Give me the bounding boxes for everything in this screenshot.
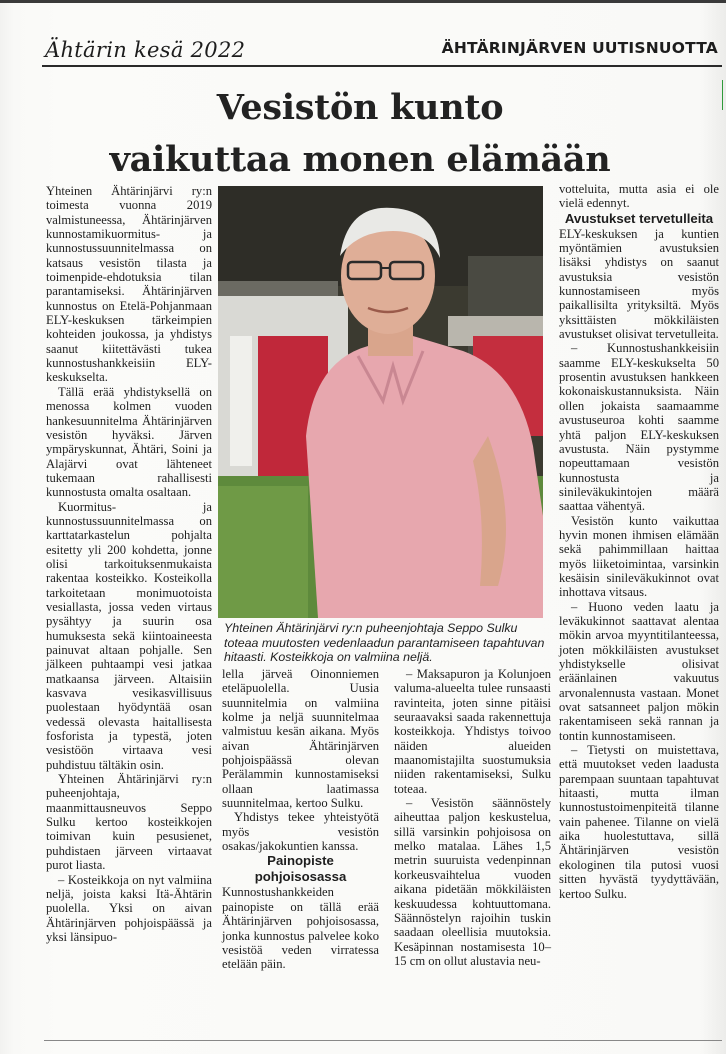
- paragraph: Kuormitus- ja kunnostussuunnitelmassa on karttatarkastelun pohjalta esitetty yli 200 kohdetta, jonne olisi tarkoituksenmukaista rakentaa kosteikko. Kosteikolla tarkoitetaan monimuotoista vesiallasta, jossa veden virtaus pysähtyy ja suurin osa humuksesta sekä kiintoaineesta painuvat altaan pohjalle. Sen jälkeen puhtaampi vesi jatkaa matkaansa järveen. Altaisiin kasvava vesikasvillisuus puolestaan hyödyntää osan vedessä olevasta haitallisesta fosforista ja typestä, joten vesistöön virtaava vesi puhdistuu tältäkin osin.: [46, 499, 212, 772]
- publication-name: ÄHTÄRINJÄRVEN UUTISNUOTTA: [441, 39, 718, 57]
- paragraph: Kunnostushankkeiden painopiste on tällä erää Ähtärinjärven pohjoisosassa, jonka kunnostus palvelee koko vesistöä veden virratessa etelään päin.: [222, 885, 379, 972]
- portrait-photo: [218, 186, 543, 618]
- paragraph: – Huono veden laatu ja leväkukinnot saattavat alentaa mökin arvoa myyntitilanteessa, joten mökkiläisten avustukset yhdistykselle olisivat eräänlainen vakuutus arvonalennusta vastaan. Monet ovat satsanneet paljon mökin rakentamiseen sekä rannan ja tontin kunnostamiseen.: [559, 599, 719, 743]
- headline-line-2: vaikuttaa monen elämään: [109, 139, 611, 180]
- paragraph: – Kosteikkoja on nyt valmiina neljä, joista kaksi Itä-Ähtärin puolella. Yksi on aivan Ähtärinjärven pohjoispäässä ja yksi länsipuo-: [46, 872, 212, 944]
- subheading: Painopiste pohjoisosassa: [254, 853, 347, 885]
- paragraph: Yhdistys tekee yhteistyötä myös vesistön osakas/jakokuntien kanssa.: [222, 810, 379, 854]
- article-column-3: [394, 667, 551, 968]
- portrait-image: [218, 186, 543, 618]
- paragraph: – Tietysti on muistettava, että muutokset veden laadusta parempaan suuntaan tapahtuvat hitaasti, mutta ilman kunnostustoimenpiteitä tilanne vain pahenee. Tilanne on vielä aika huolestuttava, sillä Ähtärinjärven vesistön ekologinen tila putosi vuosi sitten hyvästä tyydyttävään, kertoo Sulku.: [559, 743, 719, 901]
- paragraph: Yhteinen Ähtärinjärvi ry:n puheenjohtaja, maanmittausneuvos Seppo Sulku kertoo kosteikkojen toimivan kuin pesusienet, puhdistaen järveen virtaavat purot liasta.: [46, 772, 212, 873]
- photo-caption: Yhteinen Ähtärinjärvi ry:n puheenjohtaja Seppo Sulku toteaa muutosten vedenlaadun parantamiseen tapahtuvan hitaasti. Kosteikkoja on valmiina neljä.: [224, 621, 545, 665]
- paragraph: – Vesistön säännöstely aiheuttaa paljon keskustelua, sillä varsinkin pohjoisosa on melko matalaa. Lähes 1,5 metrin suuruista vedenpinnan korkeusvaihtelua vuoden aikana pidetään mökkiläisten keskuudessa kohtuuttomana. Säännöstelyn rajoihin tuskin saadaan oleellisia muutoksia. Kesäpinnan nostamisesta 10–15 cm on ollut alustavia neu-: [394, 796, 551, 968]
- paragraph: – Maksapuron ja Kolunjoen valuma-alueelta tulee runsaasti ravinteita, joten sinne pitäisi seuraavaksi saada rakennettuja kosteikkoja. Yhdistys toivoo näiden alueiden maanomistajilta suostumuksia niiden rakentamiseksi, Sulku toteaa.: [394, 667, 551, 796]
- article-column-4: [559, 182, 719, 901]
- paragraph: lella järveä Oinonniemen eteläpuolella. Uusia suunnitelmia on valmiina kolme ja neljä suunnitelmaa valmistuu kesän aikana. Myös aivan Ähtärinjärven pohjoispäässä olevan Perälammin kunnostamiseksi ollaan laatimassa suunnitelmaa, kertoo Sulku.: [222, 667, 379, 811]
- header-rule: [42, 65, 722, 67]
- paragraph: Vesistön kunto vaikuttaa hyvin monen ihmisen elämään sekä pahimmillaan haittaa myös liiketoimintaa, varsinkin kesäisin sinileväkukinnot ovat inhottava vitsaus.: [559, 513, 719, 600]
- paragraph: votteluita, mutta asia ei ole vielä edennyt.: [559, 182, 719, 211]
- top-border: [0, 0, 726, 3]
- margin-mark: [722, 80, 723, 110]
- article-column-1: [46, 184, 212, 944]
- paragraph: – Kunnostushankkeisiin saamme ELY-keskukselta 50 prosentin avustuksen hankkeen kokonaiskustannuksista. Näin ollen jokaista saamaamme avustuseuroa kohti saamme yhtä paljon ELY-keskuksen avustusta. Näin pystymme nopeuttamaan vesistön kunnostusta ja sinileväkukintojen määrä saattaa vähentyä.: [559, 341, 719, 514]
- bottom-rule: [44, 1040, 722, 1041]
- paragraph: Tällä erää yhdistyksellä on menossa kolmen vuoden hankesuunnitelma Ähtärinjärven vesistön hyväksi. Järven ympäryskunnat, Ähtäri, Soini ja Alajärvi ovat lähteneet tukemaan rahallisesti kunnostusta omalta osaltaan.: [46, 384, 212, 500]
- subheading: Avustukset tervetulleita: [564, 210, 714, 226]
- paragraph: Yhteinen Ähtärinjärvi ry:n toimesta vuonna 2019 valmistuneessa, Ähtärinjärven kunnostamikuormitus- ja kunnostussuunnitelmassa on katsaus vesistön tilasta ja toimenpide-ehdotuksia tilan parantamiseksi. Ähtärinjärven kunnostus on Etelä-Pohjanmaan ELY-keskuksen tärkeimpien kohteiden joukossa, ja yhdistys saanut kiitettävästi tukea kunnostushankkeisiin ELY-keskukselta.: [46, 184, 212, 385]
- article-column-2: [222, 667, 379, 972]
- paragraph: ELY-keskuksen ja kuntien myöntämien avustuksien lisäksi yhdistys on saanut avustuksia vesistön kunnostamiseen myös paikallisilta yrityksiltä. Myös yksittäisten mökkiläisten avustukset olisivat tervetulleita.: [559, 226, 719, 342]
- headline-line-1: Vesistön kunto: [216, 87, 504, 128]
- issue-title: Ähtärin kesä 2022: [45, 38, 246, 62]
